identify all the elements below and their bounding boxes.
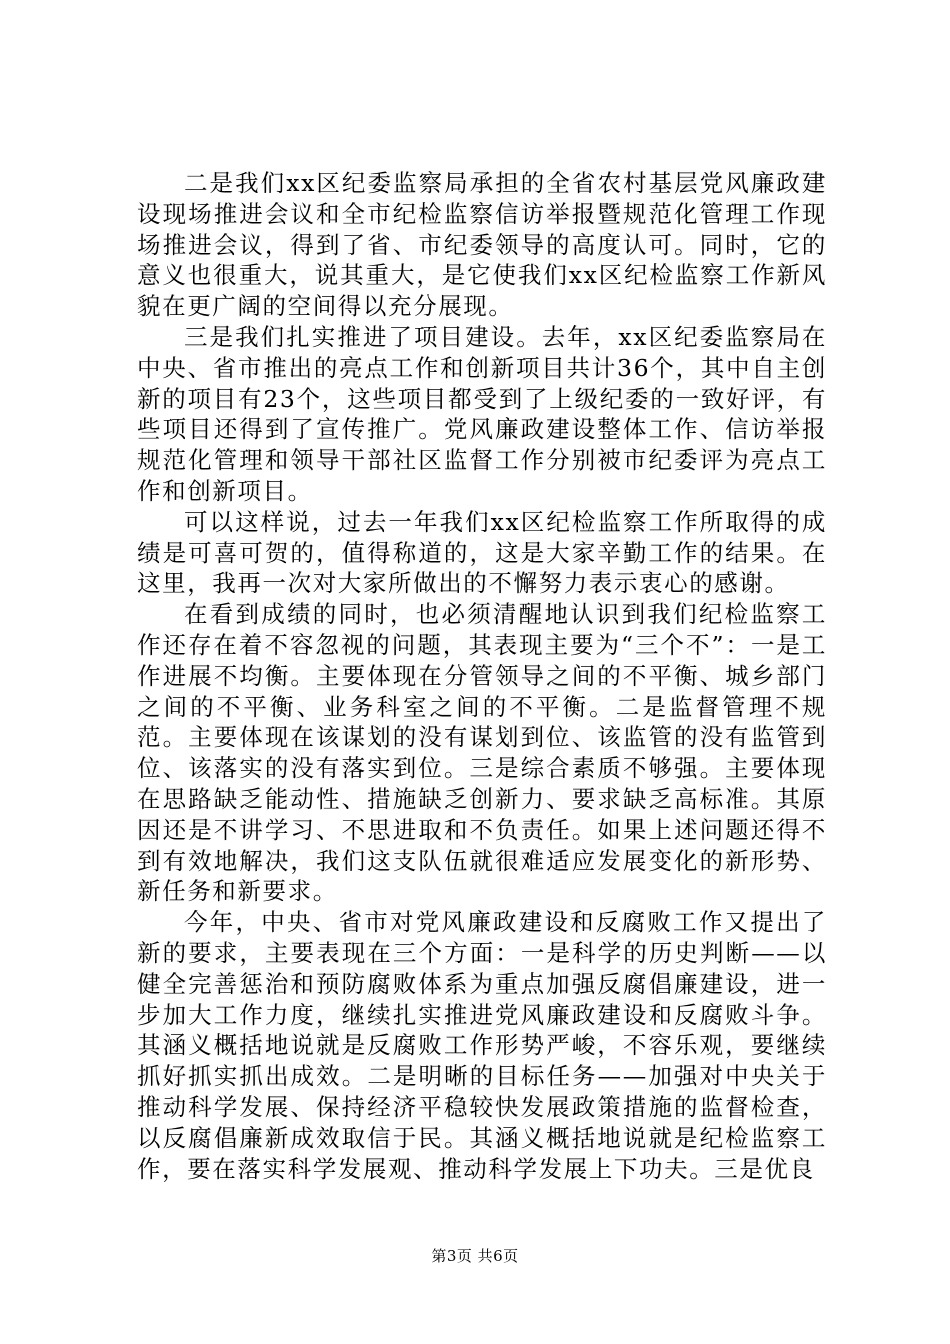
paragraph: 可以这样说，过去一年我们xx区纪检监察工作所取得的成绩是可喜可贺的，值得称道的，这是大家辛勤工作的结果。在这里，我再一次对大家所做出的不懈努力表示衷心的感谢。 bbox=[137, 507, 827, 598]
document-body bbox=[137, 168, 827, 1184]
paragraph: 今年，中央、省市对党风廉政建设和反腐败工作又提出了新的要求，主要表现在三个方面：一是科学的历史判断——以健全完善惩治和预防腐败体系为重点加强反腐倡廉建设，进一步加大工作力度，继续扎实推进党风廉政建设和反腐败斗争。其涵义概括地说就是反腐败工作形势严峻，不容乐观，要继续抓好抓实抓出成效。二是明晰的目标任务——加强对中央关于推动科学发展、保持经济平稳较快发展政策措施的监督检查，以反腐倡廉新成效取信于民。其涵义概括地说就是纪检监察工作，要在落实科学发展观、推动科学发展上下功夫。三是优良 bbox=[137, 908, 827, 1183]
paragraph: 在看到成绩的同时，也必须清醒地认识到我们纪检监察工作还存在着不容忽视的问题，其表现主要为“三个不”：一是工作进展不均衡。主要体现在分管领导之间的不平衡、城乡部门之间的不平衡、业务科室之间的不平衡。二是监督管理不规范。主要体现在该谋划的没有谋划到位、该监管的没有监管到位、该落实的没有落实到位。三是综合素质不够强。主要体现在思路缺乏能动性、措施缺乏创新力、要求缺乏高标准。其原因还是不讲学习、不思进取和不负责任。如果上述问题还得不到有效地解决，我们这支队伍就很难适应发展变化的新形势、新任务和新要求。 bbox=[137, 600, 827, 906]
paragraph: 二是我们xx区纪委监察局承担的全省农村基层党风廉政建设现场推进会议和全市纪检监察信访举报暨规范化管理工作现场推进会议，得到了省、市纪委领导的高度认可。同时，它的意义也很重大，说其重大，是它使我们xx区纪检监察工作新风貌在更广阔的空间得以充分展现。 bbox=[137, 169, 827, 321]
page-number-footer: 第3页 共6页 bbox=[431, 1247, 519, 1265]
paragraph: 三是我们扎实推进了项目建设。去年，xx区纪委监察局在中央、省市推出的亮点工作和创新项目共计36个，其中自主创新的项目有23个，这些项目都受到了上级纪委的一致好评，有些项目还得到了宣传推广。党风廉政建设整体工作、信访举报规范化管理和领导干部社区监督工作分别被市纪委评为亮点工作和创新项目。 bbox=[137, 322, 827, 505]
